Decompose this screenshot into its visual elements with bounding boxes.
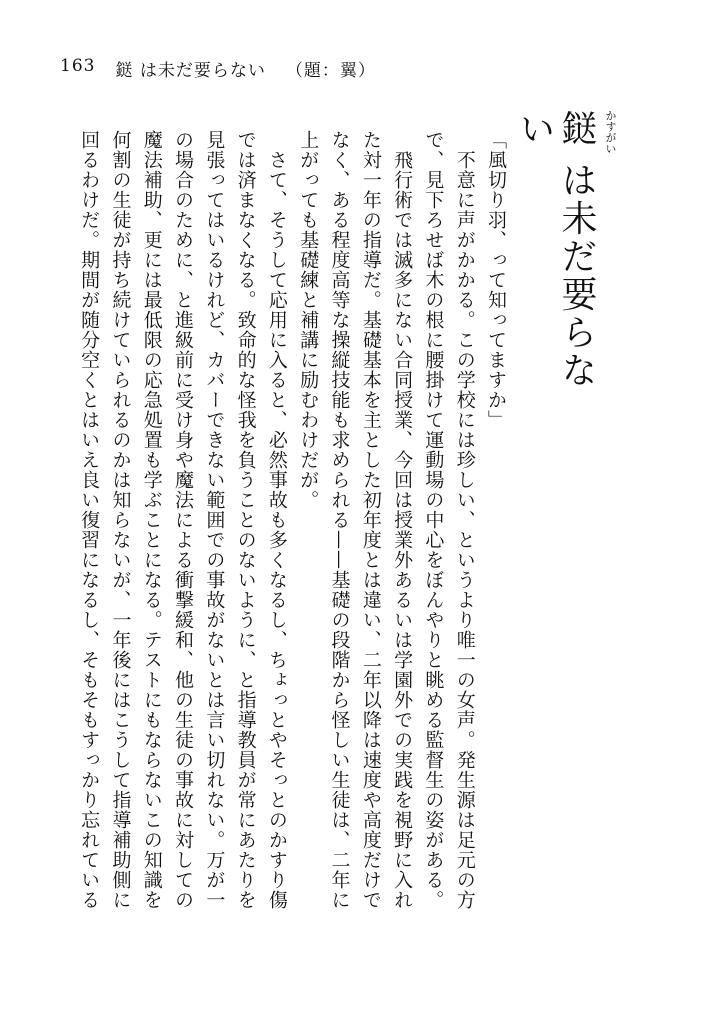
text-line: 魔法補助、更には最低限の応急処置も学ぶことになる。テストにもならないこの知識を — [140, 130, 163, 910]
text-line: 見張ってはいるけれど、カバーできない範囲での事故がないとは言い切れない。万が一 — [203, 130, 226, 910]
text-line: では済まなくなる。致命的な怪我を負うことのないように、と指導教員が常にあたりを — [234, 130, 257, 910]
page-title: 鎹 は未だ要らない — [514, 110, 597, 390]
text-line: 「風切り羽、って知ってますか」 — [485, 130, 507, 430]
page-number: 163 — [60, 56, 96, 76]
text-line: 飛行術では滅多にない合同授業、今回は授業外あるいは学園外での実践を視野に入れ — [391, 130, 414, 910]
title-ruby: かすがい — [604, 110, 617, 154]
text-line: なく、ある程度高等な操縦技能も求められる——基礎の段階から怪しい生徒は、二年に — [328, 130, 351, 910]
text-line: さて、そうして応用に入ると、必然事故も多くなるし、ちょっとやそっとのかすり傷 — [265, 130, 288, 910]
body-text — [73, 130, 511, 950]
text-line: 回るわけだ。期間が随分空くとはいえ良い復習になるし、そもそもすっかり忘れている — [78, 130, 101, 910]
title-block — [514, 110, 645, 410]
chapter-title: 鎹 は未だ要らない — [115, 61, 266, 81]
text-line: で、見下ろせば木の根に腰掛けて運動場の中心をぼんやりと眺める監督生の姿がある。 — [422, 130, 445, 910]
text-line: 何割の生徒が持ち続けていられるのかは知らないが、一年後にはこうして指導補助側に — [109, 130, 132, 910]
text-line: た対一年の指導だ。基礎基本を主とした初年度とは違い、二年以降は速度や高度だけで — [359, 130, 382, 910]
running-header — [60, 56, 376, 81]
text-line: 不意に声がかかる。この学校には珍しい、というより唯一の女声。発生源は足元の方 — [453, 130, 476, 910]
text-line: の場合のために、と進級前に受け身や魔法による衝撃緩和、他の生徒の事故に対しての — [172, 130, 195, 910]
text-line: 上がっても基礎練と補講に励むわけだが。 — [297, 130, 320, 510]
chapter-subtitle: （題：翼） — [285, 61, 376, 81]
